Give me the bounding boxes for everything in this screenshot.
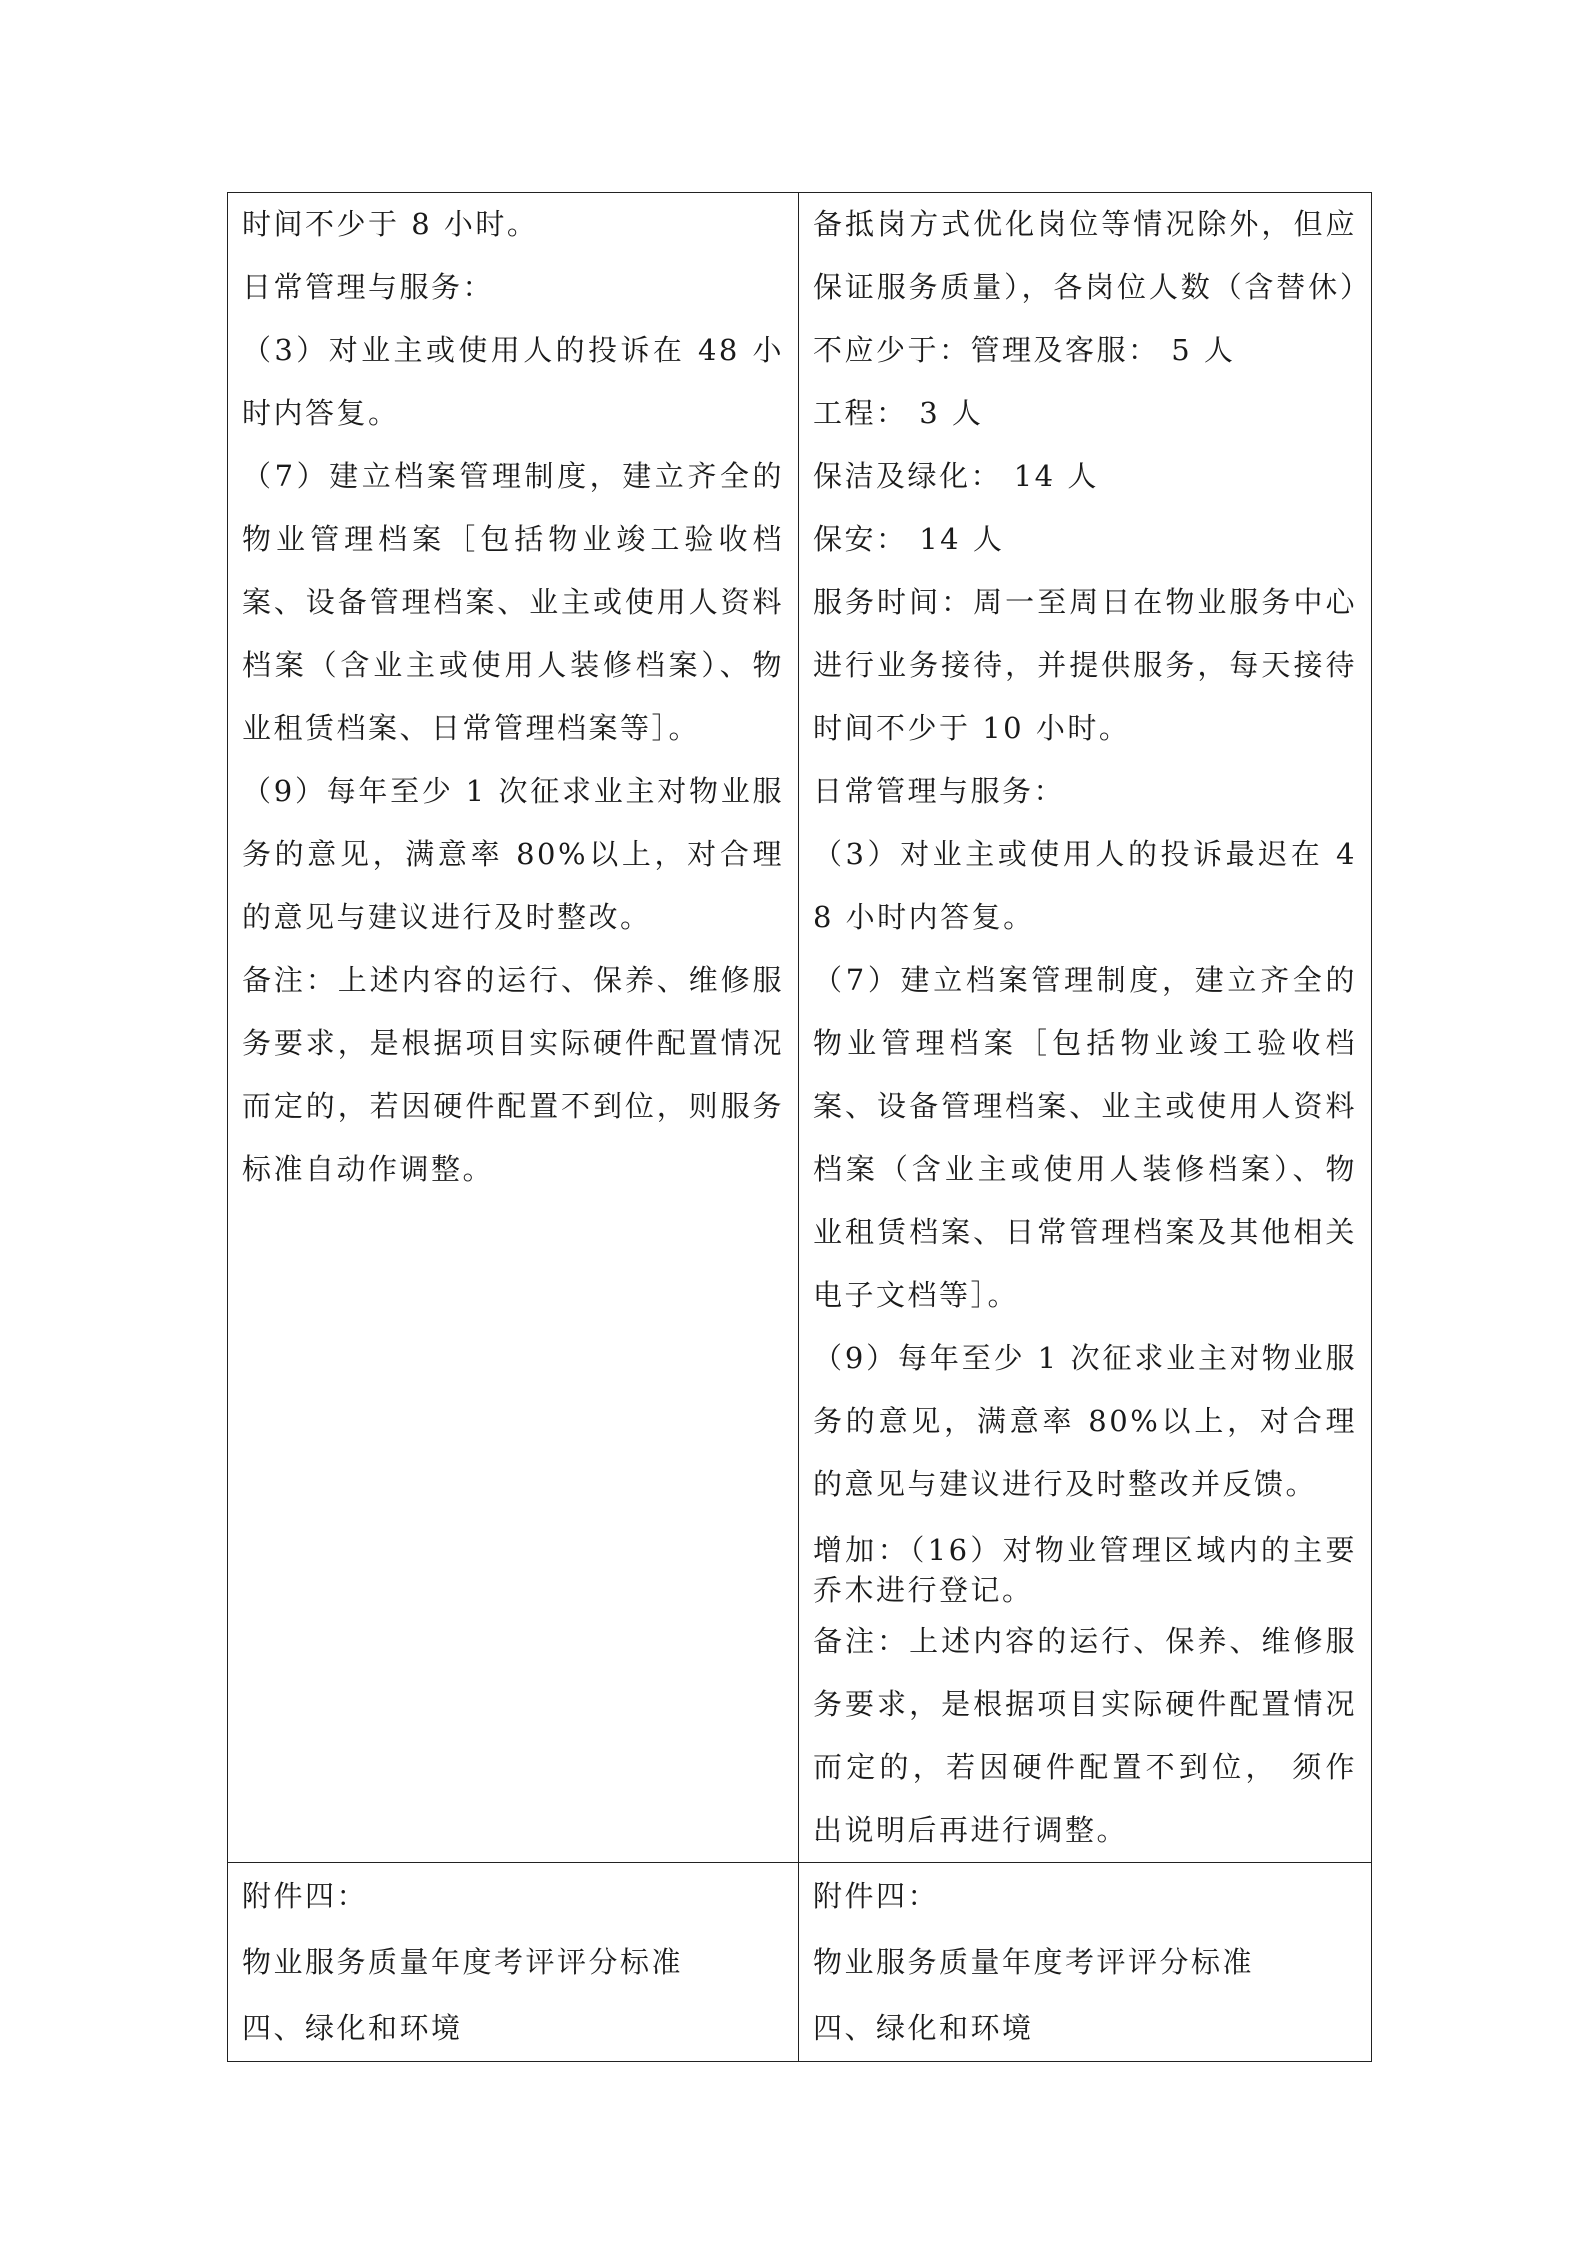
revised-text-cell: [799, 193, 1372, 1863]
attachment-section: 四、绿化和环境: [813, 2011, 1034, 2045]
attachment-left-body: [242, 1863, 784, 2061]
attachment-left-cell: [228, 1863, 799, 2062]
paragraph: 时间不少于 8 小时。: [242, 207, 539, 241]
paragraph: 服务时间：周一至周日在物业服务中心进行业务接待，并提供服务，每天接待时间不少于 10 小时。: [813, 585, 1357, 745]
paragraph: 日常管理与服务：: [813, 774, 1066, 808]
attachment-right-body: [813, 1863, 1357, 2061]
paragraph: 保洁及绿化： 14 人: [813, 459, 1099, 493]
original-text-cell: [228, 193, 799, 1863]
comparison-table: [227, 192, 1372, 2062]
attachment-title: 物业服务质量年度考评评分标准: [813, 1945, 1255, 1979]
revised-text-body: [813, 193, 1357, 1862]
paragraph: （9）每年至少 1 次征求业主对物业服务的意见，满意率 80%以上，对合理的意见与建议进行及时整改。: [242, 774, 784, 934]
paragraph: （3）对业主或使用人的投诉最迟在 48 小时内答复。: [813, 837, 1357, 934]
table-row: [228, 193, 1372, 1863]
paragraph: （7）建立档案管理制度，建立齐全的物业管理档案［包括物业竣工验收档案、设备管理档案、业主或使用人资料档案（含业主或使用人装修档案）、物业租赁档案、日常管理档案等］。: [242, 459, 784, 745]
attachment-label: 附件四：: [813, 1879, 940, 1913]
paragraph: 工程： 3 人: [813, 396, 984, 430]
paragraph: （3）对业主或使用人的投诉在 48 小时内答复。: [242, 333, 784, 430]
attachment-right-cell: [799, 1863, 1372, 2062]
paragraph: （7）建立档案管理制度，建立齐全的物业管理档案［包括物业竣工验收档案、设备管理档案、业主或使用人资料档案（含业主或使用人装修档案）、物业租赁档案、日常管理档案及其他相关电子文档等］。: [813, 963, 1357, 1312]
added-note: 增加：（16）对物业管理区域内的主要乔木进行登记。: [813, 1533, 1357, 1607]
attachment-title: 物业服务质量年度考评评分标准: [242, 1945, 684, 1979]
paragraph: 备注：上述内容的运行、保养、维修服务要求，是根据项目实际硬件配置情况而定的，若因硬件配置不到位，则服务标准自动作调整。: [242, 963, 784, 1186]
attachment-section: 四、绿化和环境: [242, 2011, 463, 2045]
paragraph: 保安： 14 人: [813, 522, 1005, 556]
paragraph: 备抵岗方式优化岗位等情况除外，但应保证服务质量），各岗位人数（含替休）不应少于：管理及客服： 5 人: [813, 207, 1357, 367]
paragraph: 日常管理与服务：: [242, 270, 495, 304]
paragraph: （9）每年至少 1 次征求业主对物业服务的意见，满意率 80%以上，对合理的意见与建议进行及时整改并反馈。: [813, 1341, 1357, 1501]
attachment-label: 附件四：: [242, 1879, 369, 1913]
remark-paragraph: 备注：上述内容的运行、保养、维修服务要求，是根据项目实际硬件配置情况而定的，若因硬件配置不到位， 须作出说明后再进行调整。: [813, 1624, 1357, 1847]
original-text-body: [242, 193, 784, 1201]
table-row: [228, 1863, 1372, 2062]
